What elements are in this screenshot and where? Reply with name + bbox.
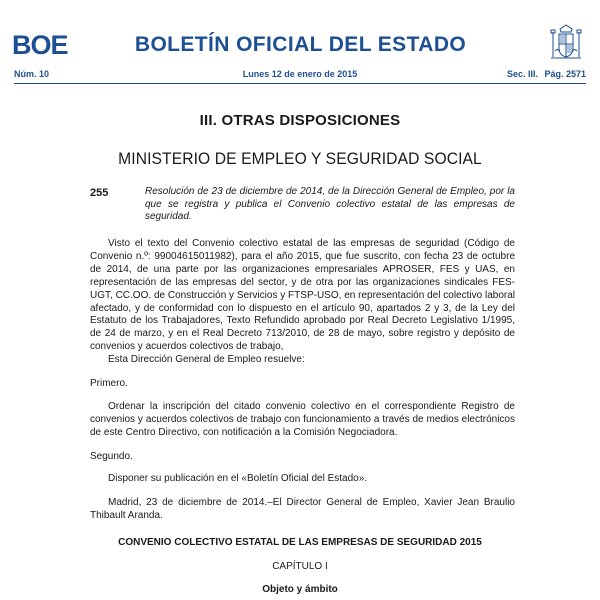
issue-date: Lunes 12 de enero de 2015: [242, 69, 358, 79]
issue-info-bar: [14, 69, 586, 83]
page-number: Pág. 2571: [544, 69, 586, 79]
resolution-summary: Resolución de 23 de diciembre de 2014, de la Dirección General de Empleo, por la que se registra y publica el Convenio colectivo estatal de las empresas de seguridad.: [145, 186, 515, 222]
ministry-heading: MINISTERIO DE EMPLEO Y SEGURIDAD SOCIAL: [118, 149, 482, 168]
chapter-subtitle: Objeto y ámbito: [262, 584, 338, 595]
clause-heading-segundo: Segundo.: [90, 451, 133, 462]
coat-of-arms-icon: [549, 24, 583, 62]
document-number: 255: [90, 187, 109, 199]
issue-number: Núm. 10: [14, 69, 50, 79]
clause-heading-primero: Primero.: [90, 378, 128, 389]
header-divider: [14, 83, 586, 84]
svg-text:BOE: BOE: [12, 31, 68, 57]
section-label: Sec. III.: [506, 69, 538, 79]
body-paragraph-3: Ordenar la inscripción del citado convenio colectivo en el correspondiente Registro de convenios y acuerdos colectivos de trabajo con funcionamiento a través de medios electrónicos de este Centro Directivo, con notificación a la Comisión Negociadora.: [90, 401, 515, 438]
body-paragraph-1: Visto el texto del Convenio colectivo estatal de las empresas de seguridad (Código de Convenio n.º: 99004615011982), para el año 2015, que fue suscrito, con fecha 23 de octubre de 2014, de una parte por las organizaciones empresariales APROSER, FES y UAS, en representación de las empresas del sector, y de otra por las organizaciones sindicales FES-UGT, CC.OO. de Construcción y Servicios y FTSP-USO, en representación del colectivo laboral afectado, y de conformidad con lo dispuesto en el artículo 90, apartados 2 y 3, de la Ley del Estatuto de los Trabajadores, Texto Refundido aprobado por Real Decreto Legislativo 1/1995, de 24 de marzo, y en el Real Decreto 713/2010, de 28 de mayo, sobre registro y depósito de convenios y acuerdos colectivos de trabajo,: [90, 238, 515, 353]
chapter-heading: CAPÍTULO I: [272, 561, 328, 572]
convenio-title: CONVENIO COLECTIVO ESTATAL DE LAS EMPRESAS DE SEGURIDAD 2015: [118, 537, 482, 548]
section-heading: III. OTRAS DISPOSICIONES: [199, 112, 401, 129]
signature-paragraph: Madrid, 23 de diciembre de 2014.–El Director General de Empleo, Xavier Jean Braulio Thibault Aranda.: [90, 497, 515, 521]
boe-logo: [12, 31, 82, 57]
masthead-title: BOLETÍN OFICIAL DEL ESTADO: [134, 33, 467, 56]
body-paragraph-4: Disponer su publicación en el «Boletín Oficial del Estado».: [108, 473, 368, 484]
body-paragraph-2: Esta Dirección General de Empleo resuelve:: [108, 354, 305, 365]
page-header: [0, 0, 600, 79]
